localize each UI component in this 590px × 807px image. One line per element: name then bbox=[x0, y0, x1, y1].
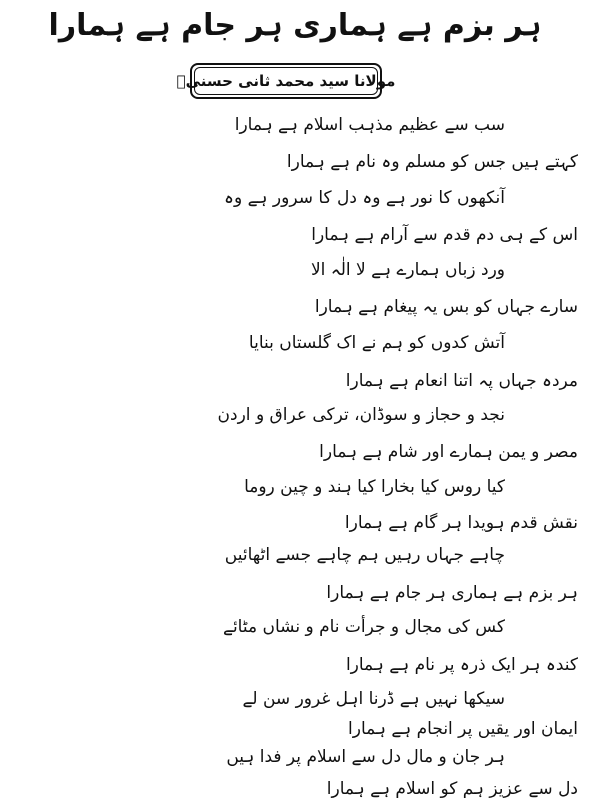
poem-line-12: نقش قدم ہویدا ہر گام ہے ہمارا bbox=[344, 513, 578, 533]
poem-line-17: سیکھا نہیں ہے ڈرنا اہل غرور سن لے bbox=[242, 689, 505, 709]
poem-title: ہر بزم ہے ہماری ہر جام ہے ہمارا bbox=[48, 8, 542, 43]
poem-line-9: نجد و حجاز و سوڈان، ترکی عراق و اردن bbox=[217, 405, 505, 425]
poem-line-3: آنکھوں کا نور ہے وہ دل کا سرور ہے وہ bbox=[224, 188, 505, 208]
poem-line-11: کیا روس کیا بخارا کیا ہند و چین روما bbox=[244, 477, 505, 497]
poem-line-1: سب سے عظیم مذہب اسلام ہے ہمارا bbox=[234, 115, 505, 135]
poem-line-20: دل سے عزیز ہم کو اسلام ہے ہمارا bbox=[326, 779, 578, 799]
poem-line-4: اس کے ہی دم قدم سے آرام ہے ہمارا bbox=[311, 225, 578, 245]
poem-line-16: کندہ ہر ایک ذرہ پر نام ہے ہمارا bbox=[345, 655, 578, 675]
poem-line-19: ہر جان و مال دل سے اسلام پر فدا ہیں bbox=[226, 747, 505, 767]
poem-line-10: مصر و یمن ہمارے اور شام ہے ہمارا bbox=[319, 442, 578, 462]
poem-line-7: آتش کدوں کو ہم نے اک گلستاں بنایا bbox=[248, 333, 505, 353]
poem-line-15: کس کی مجال و جرأت نام و نشاں مٹائے bbox=[222, 617, 505, 637]
poem-line-13: چاہے جہاں رہیں ہم چاہے جسے اٹھائیں bbox=[224, 545, 505, 565]
poem-line-5: ورد زباں ہمارے ہے لا الٰہ الا bbox=[310, 260, 505, 280]
poem-line-2: کہتے ہیں جس کو مسلم وہ نام ہے ہمارا bbox=[286, 152, 578, 172]
poem-line-14: ہر بزم ہے ہماری ہر جام ہے ہمارا bbox=[326, 583, 578, 603]
poem-line-8: مردہ جہاں پہ اتنا انعام ہے ہمارا bbox=[345, 371, 578, 391]
author-name: مولانا سید محمد ثانی حسنیؒ bbox=[194, 67, 378, 95]
poem-line-18: ایمان اور یقیں پر انجام ہے ہمارا bbox=[348, 719, 578, 739]
poem-line-6: سارے جہاں کو بس یہ پیغام ہے ہمارا bbox=[314, 297, 578, 317]
author-box bbox=[176, 63, 396, 99]
